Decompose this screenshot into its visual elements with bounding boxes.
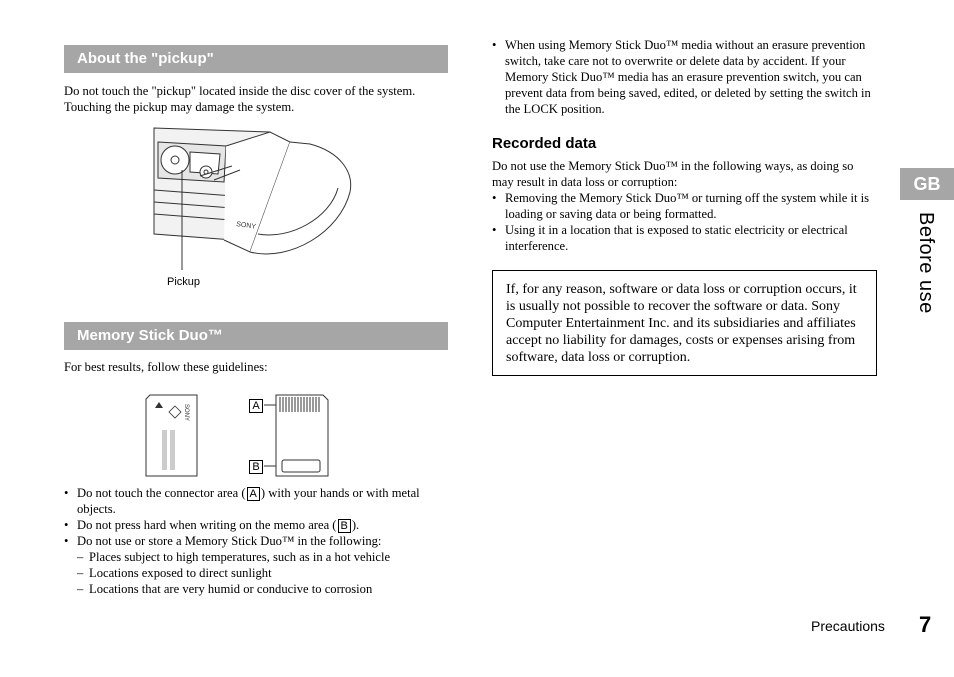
recorded-bullet: • Using it in a location that is exposed to static electricity or electrical interference.: [492, 222, 876, 254]
page-number: 7: [919, 612, 932, 637]
svg-text:SONY: SONY: [183, 404, 189, 422]
recorded-data-intro: Do not use the Memory Stick Duo™ in the following ways, as doing so may result in data loss or corruption:: [492, 159, 854, 189]
recorded-data-heading: Recorded data: [492, 135, 597, 152]
dash-item: – Locations exposed to direct sunlight: [64, 565, 450, 581]
memory-stick-heading: Memory Stick Duo™: [64, 322, 448, 350]
liability-notice-text: If, for any reason, software or data loss or corruption occurs, it is usually not possible to recover the software or data. Sony Computer Entertainment Inc. and its subsidiaries and affiliates accept no liability for damages, costs or expenses arising from software, data loss or corruption.: [506, 282, 857, 365]
memory-stick-front-illustration: [145, 394, 200, 478]
memory-intro: For best results, follow these guidelines:: [64, 360, 268, 374]
pickup-paragraph: Do not touch the "pickup" located inside the disc cover of the system. Touching the pickup may damage the system.: [64, 84, 416, 114]
recorded-bullet: • Removing the Memory Stick Duo™ or turning off the system while it is loading or saving data or being formatted.: [492, 190, 876, 222]
dash-item: – Places subject to high temperatures, such as in a hot vehicle: [64, 549, 450, 565]
memory-stick-back-illustration: [262, 394, 330, 478]
bullet-memo-area: • Do not press hard when writing on the memo area ( B ).: [64, 517, 450, 533]
section-side-label: Before use: [915, 212, 937, 314]
tag-a-inline: A: [247, 487, 260, 501]
liability-notice-box: [492, 270, 877, 376]
recorded-data-bullets: [492, 190, 876, 254]
svg-text:SONY: SONY: [235, 221, 257, 231]
psp-pickup-illustration: [140, 122, 360, 272]
erasure-bullet-list: [492, 37, 876, 117]
memory-bullets: [64, 485, 450, 549]
tag-b-inline: B: [338, 519, 351, 533]
storage-conditions: [64, 549, 450, 597]
bullet-storage: • Do not use or store a Memory Stick Duo™ in the following:: [64, 533, 450, 549]
erasure-bullet: • When using Memory Stick Duo™ media without an erasure prevention switch, take care not to overwrite or delete data by accident. If your Memory Stick Duo™ media has an erasure prevention switch, you can prevent data from being saved, edited, or deleted by setting the switch in the LOCK position.: [492, 37, 876, 117]
footer-section-label: Precautions: [811, 618, 885, 634]
language-tab: GB: [900, 168, 954, 200]
pickup-heading: About the "pickup": [64, 45, 448, 73]
figure-tag-b: B: [249, 460, 263, 474]
pickup-figure-label: Pickup: [167, 276, 201, 288]
bullet-connector: • Do not touch the connector area ( A ) with your hands or with metal objects.: [64, 485, 450, 517]
figure-tag-a: A: [249, 399, 263, 413]
dash-item: – Locations that are very humid or conducive to corrosion: [64, 581, 450, 597]
